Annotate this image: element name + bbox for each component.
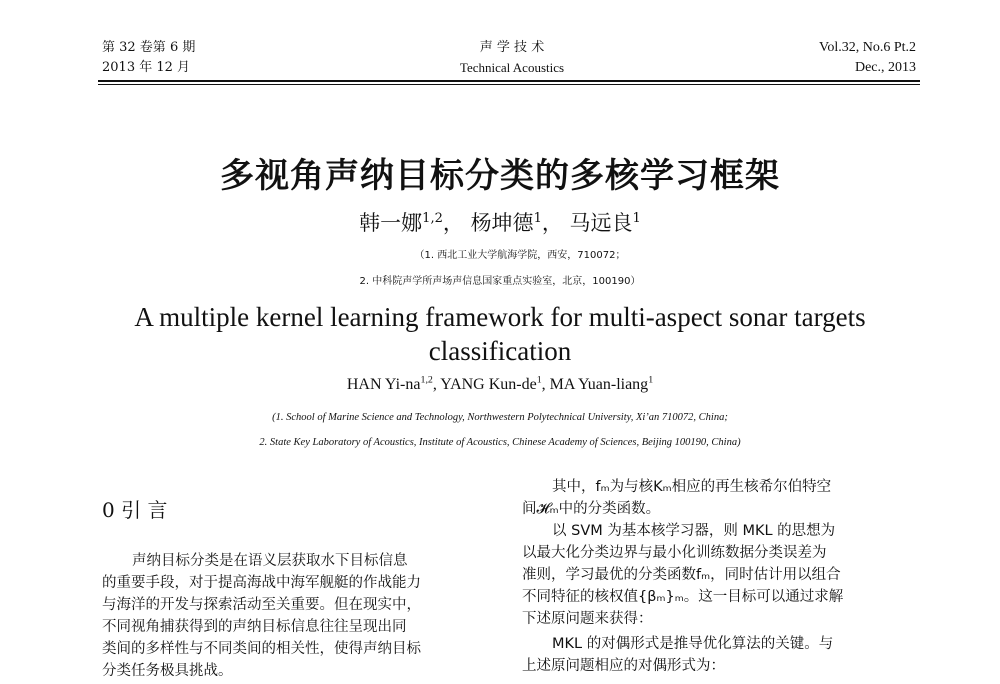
section-heading: 0 引 言	[102, 498, 168, 522]
author-en-1: HAN Yi-na$^{1,2}$,	[346, 374, 441, 393]
header-rule-bottom	[98, 84, 920, 85]
author-cn-1: 韩一娜$^{1,2}$，	[359, 211, 464, 235]
author-cn-2: 杨坤德$^1$，	[470, 211, 563, 235]
affiliation-cn-1: （1. 西北工业大学航海学院，西安，710072；	[414, 250, 626, 261]
left-line: 与海洋的开发与探索活动至关重要。但在现实中，	[102, 597, 421, 613]
header-journal-en: Technical Acoustics	[459, 60, 565, 75]
right-line: MKL 的对偶形式是推导优化算法的关键。与	[552, 636, 834, 652]
right-line: 间𝓗ₘ中的分类函数。	[522, 501, 661, 517]
right-line: 其中，fₘ为与核Kₘ相应的再生核希尔伯特空	[552, 479, 832, 495]
right-line: 下述原问题来获得：	[522, 611, 653, 627]
left-line: 分类任务极具挑战。	[102, 663, 233, 679]
authors-cn	[0, 207, 1000, 237]
header-rule-top	[98, 80, 920, 82]
affiliation-en-1: (1. School of Marine Science and Technology, Northwestern Polytechnical University, Xi’an 710072, China;	[272, 412, 728, 423]
affiliation-cn-2: 2. 中科院声学所声场声信息国家重点实验室，北京，100190）	[359, 276, 641, 287]
header-date-en: Dec., 2013	[854, 60, 916, 75]
header-journal-cn: 声 学 技 术	[479, 40, 545, 55]
left-line: 不同视角捕获得到的声纳目标信息往往呈现出同	[102, 619, 407, 635]
right-line: 以最大化分类边界与最小化训练数据分类误差为	[522, 545, 827, 561]
left-line: 声纳目标分类是在语义层获取水下目标信息	[132, 553, 408, 569]
affiliation-en-2: 2. State Key Laboratory of Acoustics, Institute of Acoustics, Chinese Academy of Sciences, Beijing 100190, China)	[259, 437, 741, 448]
right-line: 准则，学习最优的分类函数fₘ，同时估计用以组合	[522, 567, 841, 583]
page-title-en-line2: classification	[428, 336, 572, 366]
author-en-2: YANG Kun-$de^1$,	[440, 374, 550, 393]
right-line: 以 SVM 为基本核学习器，则 MKL 的思想为	[552, 523, 836, 539]
right-line: 上述原问题相应的对偶形式为：	[522, 658, 725, 674]
authors-en	[0, 376, 1000, 394]
header-volume-en: Vol.32, No.6 Pt.2	[819, 40, 916, 55]
page-title-cn: 多视角声纳目标分类的多核学习框架	[220, 156, 780, 196]
header-volume-cn: 第 32 卷第 6 期	[102, 40, 196, 55]
author-en-3: MA Yuan-liang$^1$	[549, 374, 654, 393]
left-line: 类间的多样性与不同类间的相关性，使得声纳目标	[102, 641, 421, 657]
left-line: 的重要手段，对于提高海战中海军舰艇的作战能力	[102, 575, 421, 591]
right-line: 不同特征的核权值{βₘ}ₘ。这一目标可以通过求解	[522, 589, 844, 605]
page-title-en-line1: A multiple kernel learning framework for multi-aspect sonar targets	[134, 302, 866, 332]
author-cn-3: 马远良$^1$	[569, 211, 641, 235]
header-date-cn: 2013 年 12 月	[102, 60, 191, 75]
